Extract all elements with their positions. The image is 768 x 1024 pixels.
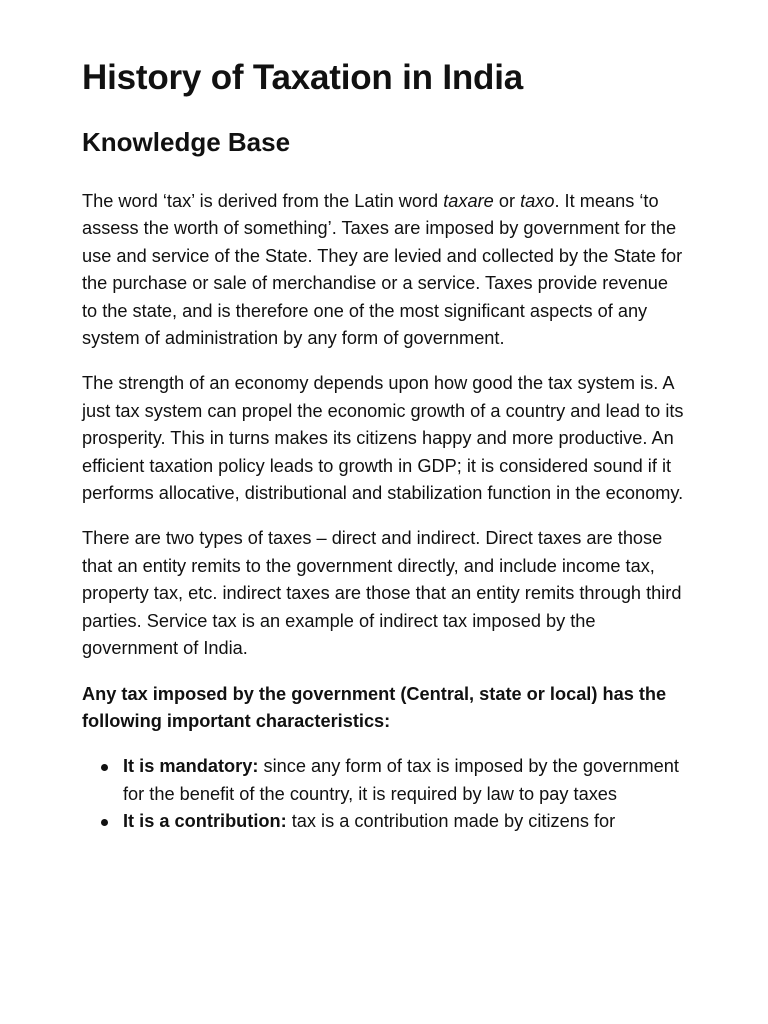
list-item-text: tax is a contribution made by citizens for — [286, 811, 616, 832]
paragraph-tax-types: There are two types of taxes – direct and indirect. Direct taxes are those that an entity remits to the government directly, and include income tax, property tax, etc. indirect taxes are those that an entity remits through third parties. Service tax is an example of indirect tax imposed by the government of India. — [82, 528, 682, 659]
bullet-icon — [101, 819, 108, 826]
latin-word-taxo: taxo — [520, 191, 555, 211]
characteristics-list — [82, 753, 688, 835]
section-heading: Knowledge Base — [82, 127, 291, 157]
paragraph-economy: The strength of an economy depends upon how good the tax system is. A just tax system can propel the economic growth of a country and lead to its prosperity. This in turns makes its citizens happy and more productive. An efficient taxation policy leads to growth in GDP; it is considered sound if it performs allocative, distributional and stabilization function in the economy. — [82, 373, 684, 504]
paragraph-text: . It means ‘to assess the worth of something’. Taxes are imposed by government for the use and service of the State. They are levied and collected by the State for the purchase or sale of merchandise or a service. Taxes provide revenue to the state, and is therefore one of the most significant aspects of any system of administration by any form of government. — [82, 191, 683, 349]
latin-word-taxare: taxare — [443, 191, 494, 211]
list-item-label: It is mandatory: — [123, 756, 259, 777]
bullet-icon — [101, 764, 108, 771]
paragraph-characteristics-intro — [82, 681, 688, 736]
list-item — [123, 808, 688, 835]
page-title: History of Taxation in India — [82, 58, 524, 97]
list-item-label: It is a contribution: — [123, 811, 287, 832]
paragraph-text: The word ‘tax’ is derived from the Latin word — [82, 191, 444, 211]
bold-statement: Any tax imposed by the government (Central, state or local) has the following important characteristics: — [82, 683, 667, 731]
list-item-text: since any form of tax is imposed by the government for the benefit of the country, it is required by law to pay taxes — [123, 756, 679, 804]
paragraph-tax-definition — [82, 188, 688, 352]
paragraph-text: or — [493, 191, 521, 211]
list-item — [123, 753, 688, 808]
